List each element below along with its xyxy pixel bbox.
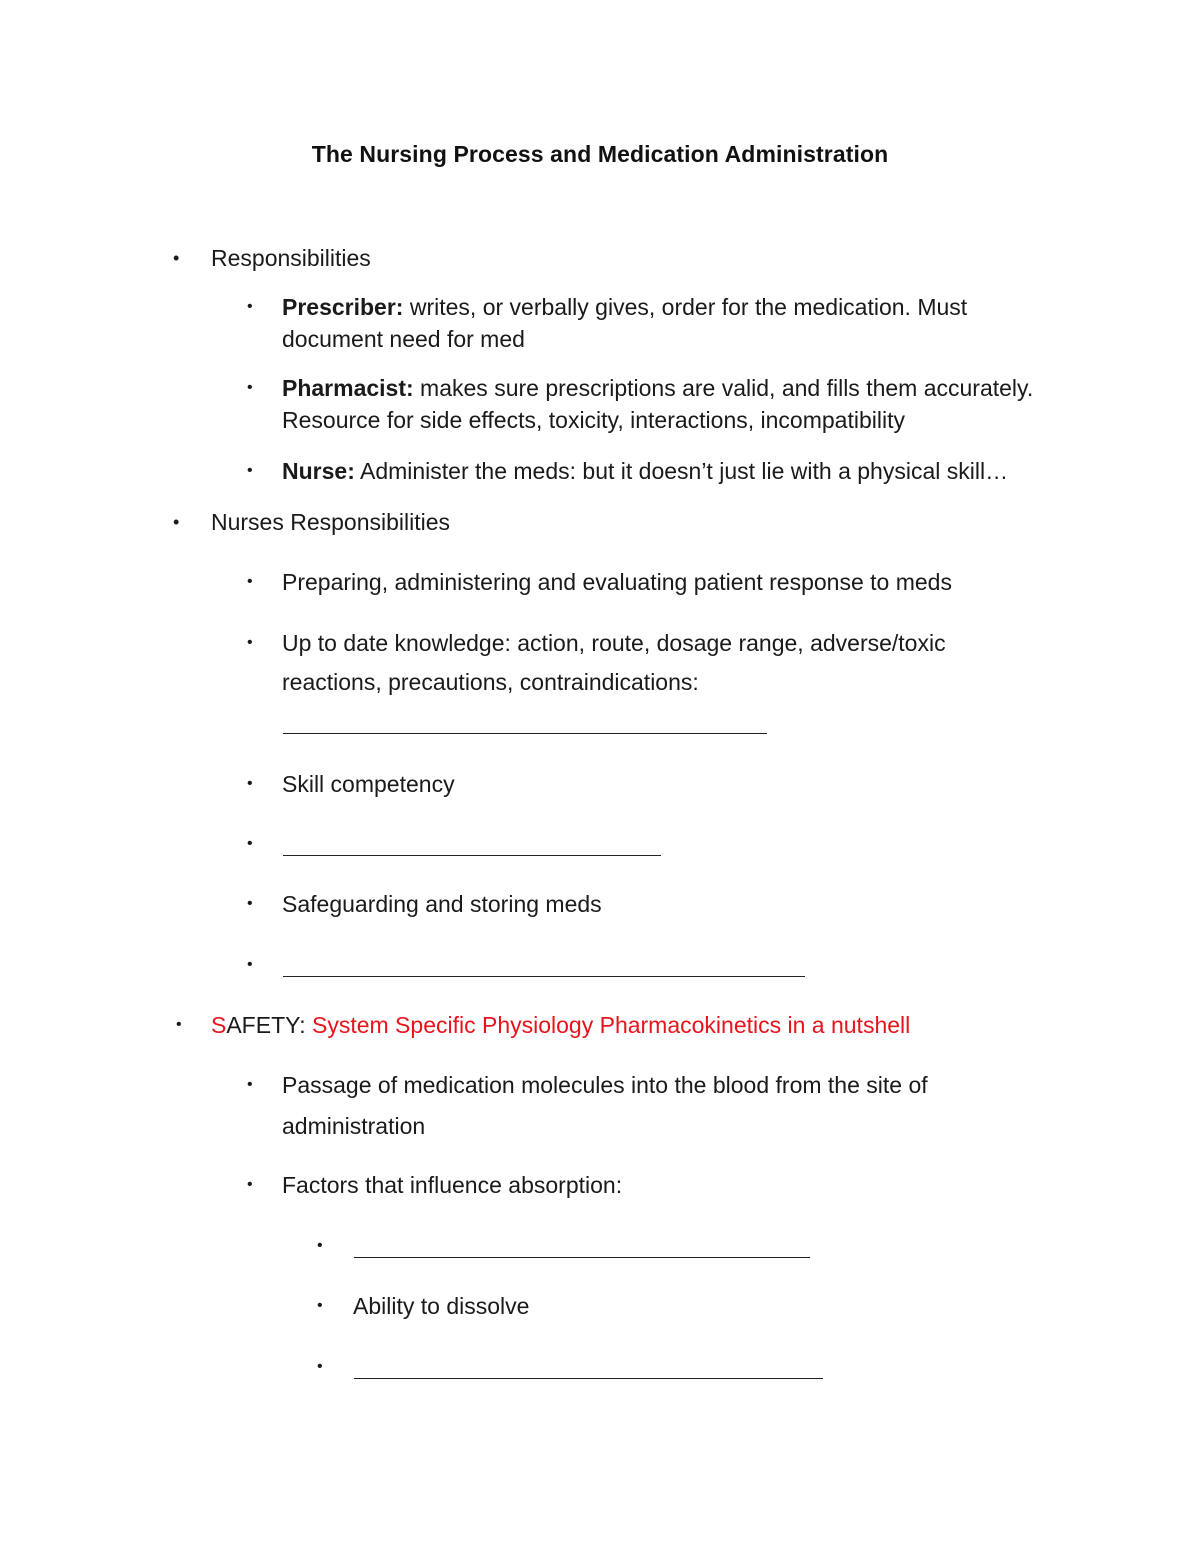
- list-item: Skill competency: [282, 771, 455, 797]
- bullet-icon: •: [247, 775, 253, 792]
- fill-in-blank: [283, 976, 805, 977]
- nurse-label: Nurse:: [282, 458, 355, 484]
- prescriber-text: writes, or verbally gives, order for the medication. Must: [403, 294, 968, 320]
- bullet-icon: •: [247, 1176, 253, 1193]
- bullet-icon: •: [176, 1016, 182, 1033]
- list-item: Factors that influence absorption:: [282, 1172, 623, 1198]
- list-item-continued: administration: [282, 1113, 426, 1139]
- list-item: Safeguarding and storing meds: [282, 891, 602, 917]
- fill-in-blank: [354, 1378, 823, 1379]
- bullet-icon: •: [247, 956, 253, 973]
- safety-initial: S: [211, 1012, 227, 1038]
- prescriber-item: [282, 291, 967, 323]
- section-heading-responsibilities: Responsibilities: [211, 245, 371, 271]
- fill-in-blank: [283, 733, 767, 734]
- bullet-icon: •: [247, 1076, 253, 1093]
- fill-in-blank: [283, 855, 661, 856]
- list-item: Up to date knowledge: action, route, dosage range, adverse/toxic: [282, 630, 946, 656]
- fill-in-blank: [354, 1257, 810, 1258]
- bullet-icon: •: [247, 298, 253, 315]
- bullet-icon: •: [173, 248, 180, 268]
- section-heading-nurses-responsibilities: Nurses Responsibilities: [211, 509, 451, 535]
- pharmacist-text-continued: Resource for side effects, toxicity, interactions, incompatibility: [282, 407, 905, 433]
- bullet-icon: •: [247, 462, 253, 479]
- section-heading-safety: [211, 1009, 910, 1041]
- bullet-icon: •: [247, 835, 253, 852]
- bullet-icon: •: [247, 573, 253, 590]
- pharmacist-text: makes sure prescriptions are valid, and fills them accurately.: [413, 375, 1034, 401]
- safety-label: AFETY:: [226, 1012, 312, 1038]
- list-item-continued: reactions, precautions, contraindications:: [282, 669, 699, 695]
- bullet-icon: •: [247, 379, 253, 396]
- nurse-text: Administer the meds: but it doesn’t just lie with a physical skill…: [354, 458, 1009, 484]
- bullet-icon: •: [317, 1297, 323, 1314]
- prescriber-label: Prescriber:: [282, 294, 404, 320]
- list-item: Ability to dissolve: [353, 1293, 530, 1319]
- page-title: The Nursing Process and Medication Administration: [311, 141, 889, 167]
- bullet-icon: •: [173, 512, 180, 532]
- list-item: Passage of medication molecules into the blood from the site of: [282, 1072, 928, 1098]
- nurse-item: [282, 455, 1008, 487]
- pharmacist-item: [282, 372, 1033, 404]
- safety-topic: System Specific Physiology Pharmacokinetics in a nutshell: [311, 1012, 911, 1038]
- list-item: Preparing, administering and evaluating patient response to meds: [282, 569, 952, 595]
- pharmacist-label: Pharmacist:: [282, 375, 414, 401]
- bullet-icon: •: [247, 895, 253, 912]
- bullet-icon: •: [247, 634, 253, 651]
- bullet-icon: •: [317, 1237, 323, 1254]
- prescriber-text-continued: document need for med: [282, 326, 525, 352]
- bullet-icon: •: [317, 1358, 323, 1375]
